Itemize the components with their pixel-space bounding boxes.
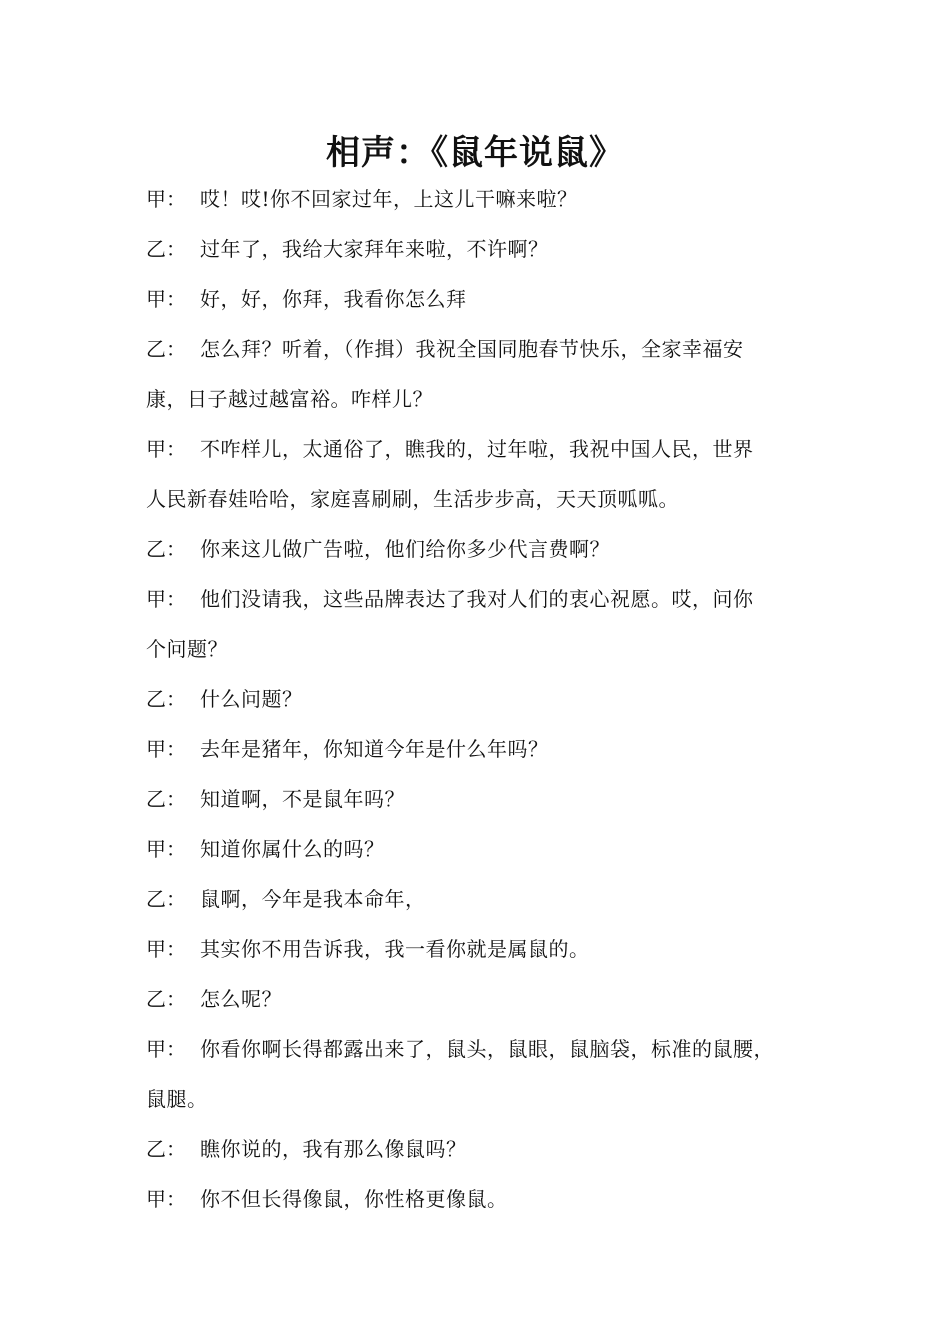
line-text: 不咋样儿，太通俗了，瞧我的，过年啦，我祝中国人民，世界 <box>200 437 754 461</box>
dialogue-line <box>146 724 814 774</box>
line-text: 鼠腿。 <box>146 1087 208 1111</box>
line-text: 知道你属什么的吗？ <box>200 837 385 861</box>
line-text: 怎么呢？ <box>200 987 282 1011</box>
dialogue-line <box>146 174 814 224</box>
document-title: 相声：《鼠年说鼠》 <box>326 133 624 173</box>
speaker-label: 甲： <box>146 837 186 861</box>
dialogue-line <box>146 274 814 324</box>
speaker-label: 乙： <box>146 687 186 711</box>
speaker-label: 乙： <box>146 987 186 1011</box>
line-text: 去年是猪年，你知道今年是什么年吗？ <box>200 737 549 761</box>
dialogue-line <box>146 524 814 574</box>
line-text: 其实你不用告诉我，我一看你就是属鼠的。 <box>200 937 590 961</box>
speaker-label: 乙： <box>146 537 186 561</box>
dialogue-line-continuation <box>146 374 814 424</box>
speaker-label: 乙： <box>146 787 186 811</box>
line-text: 康，日子越过越富裕。咋样儿？ <box>146 387 433 411</box>
dialogue-line <box>146 774 814 824</box>
dialogue-line <box>146 1024 814 1074</box>
dialogue-body <box>146 174 814 1224</box>
speaker-label: 甲： <box>146 587 186 611</box>
dialogue-line-continuation <box>146 1074 814 1124</box>
line-text: 你不但长得像鼠，你性格更像鼠。 <box>200 1187 508 1211</box>
speaker-label: 乙： <box>146 337 186 361</box>
line-text: 过年了，我给大家拜年来啦，不许啊？ <box>200 237 549 261</box>
dialogue-line <box>146 574 814 624</box>
line-text: 鼠啊，今年是我本命年， <box>200 887 426 911</box>
line-text: 怎么拜？听着，（作揖）我祝全国同胞春节快乐，全家幸福安 <box>200 337 744 361</box>
speaker-label: 甲： <box>146 437 186 461</box>
line-text: 好，好，你拜，我看你怎么拜 <box>200 287 467 311</box>
line-text: 瞧你说的，我有那么像鼠吗？ <box>200 1137 467 1161</box>
speaker-label: 甲： <box>146 187 186 211</box>
dialogue-line <box>146 974 814 1024</box>
line-text: 你看你啊长得都露出来了，鼠头，鼠眼，鼠脑袋，标准的鼠腰， <box>200 1037 774 1061</box>
speaker-label: 甲： <box>146 287 186 311</box>
dialogue-line <box>146 1174 814 1224</box>
line-text: 个问题？ <box>146 637 228 661</box>
dialogue-line <box>146 1124 814 1174</box>
dialogue-line <box>146 874 814 924</box>
line-text: 知道啊，不是鼠年吗？ <box>200 787 405 811</box>
speaker-label: 甲： <box>146 1037 186 1061</box>
dialogue-line <box>146 424 814 474</box>
speaker-label: 甲： <box>146 737 186 761</box>
dialogue-line-continuation <box>146 624 814 674</box>
line-text: 哎！哎!你不回家过年，上这儿干嘛来啦？ <box>200 187 578 211</box>
line-text: 人民新春娃哈哈，家庭喜刷刷，生活步步高，天天顶呱呱。 <box>146 487 679 511</box>
dialogue-line <box>146 224 814 274</box>
speaker-label: 乙： <box>146 1137 186 1161</box>
speaker-label: 甲： <box>146 937 186 961</box>
line-text: 他们没请我，这些品牌表达了我对人们的衷心祝愿。哎，问你 <box>200 587 754 611</box>
dialogue-line <box>146 924 814 974</box>
speaker-label: 甲： <box>146 1187 186 1211</box>
dialogue-line-continuation <box>146 474 814 524</box>
line-text: 什么问题？ <box>200 687 303 711</box>
dialogue-line <box>146 324 814 374</box>
line-text: 你来这儿做广告啦，他们给你多少代言费啊？ <box>200 537 610 561</box>
speaker-label: 乙： <box>146 887 186 911</box>
dialogue-line <box>146 674 814 724</box>
speaker-label: 乙： <box>146 237 186 261</box>
dialogue-line <box>146 824 814 874</box>
